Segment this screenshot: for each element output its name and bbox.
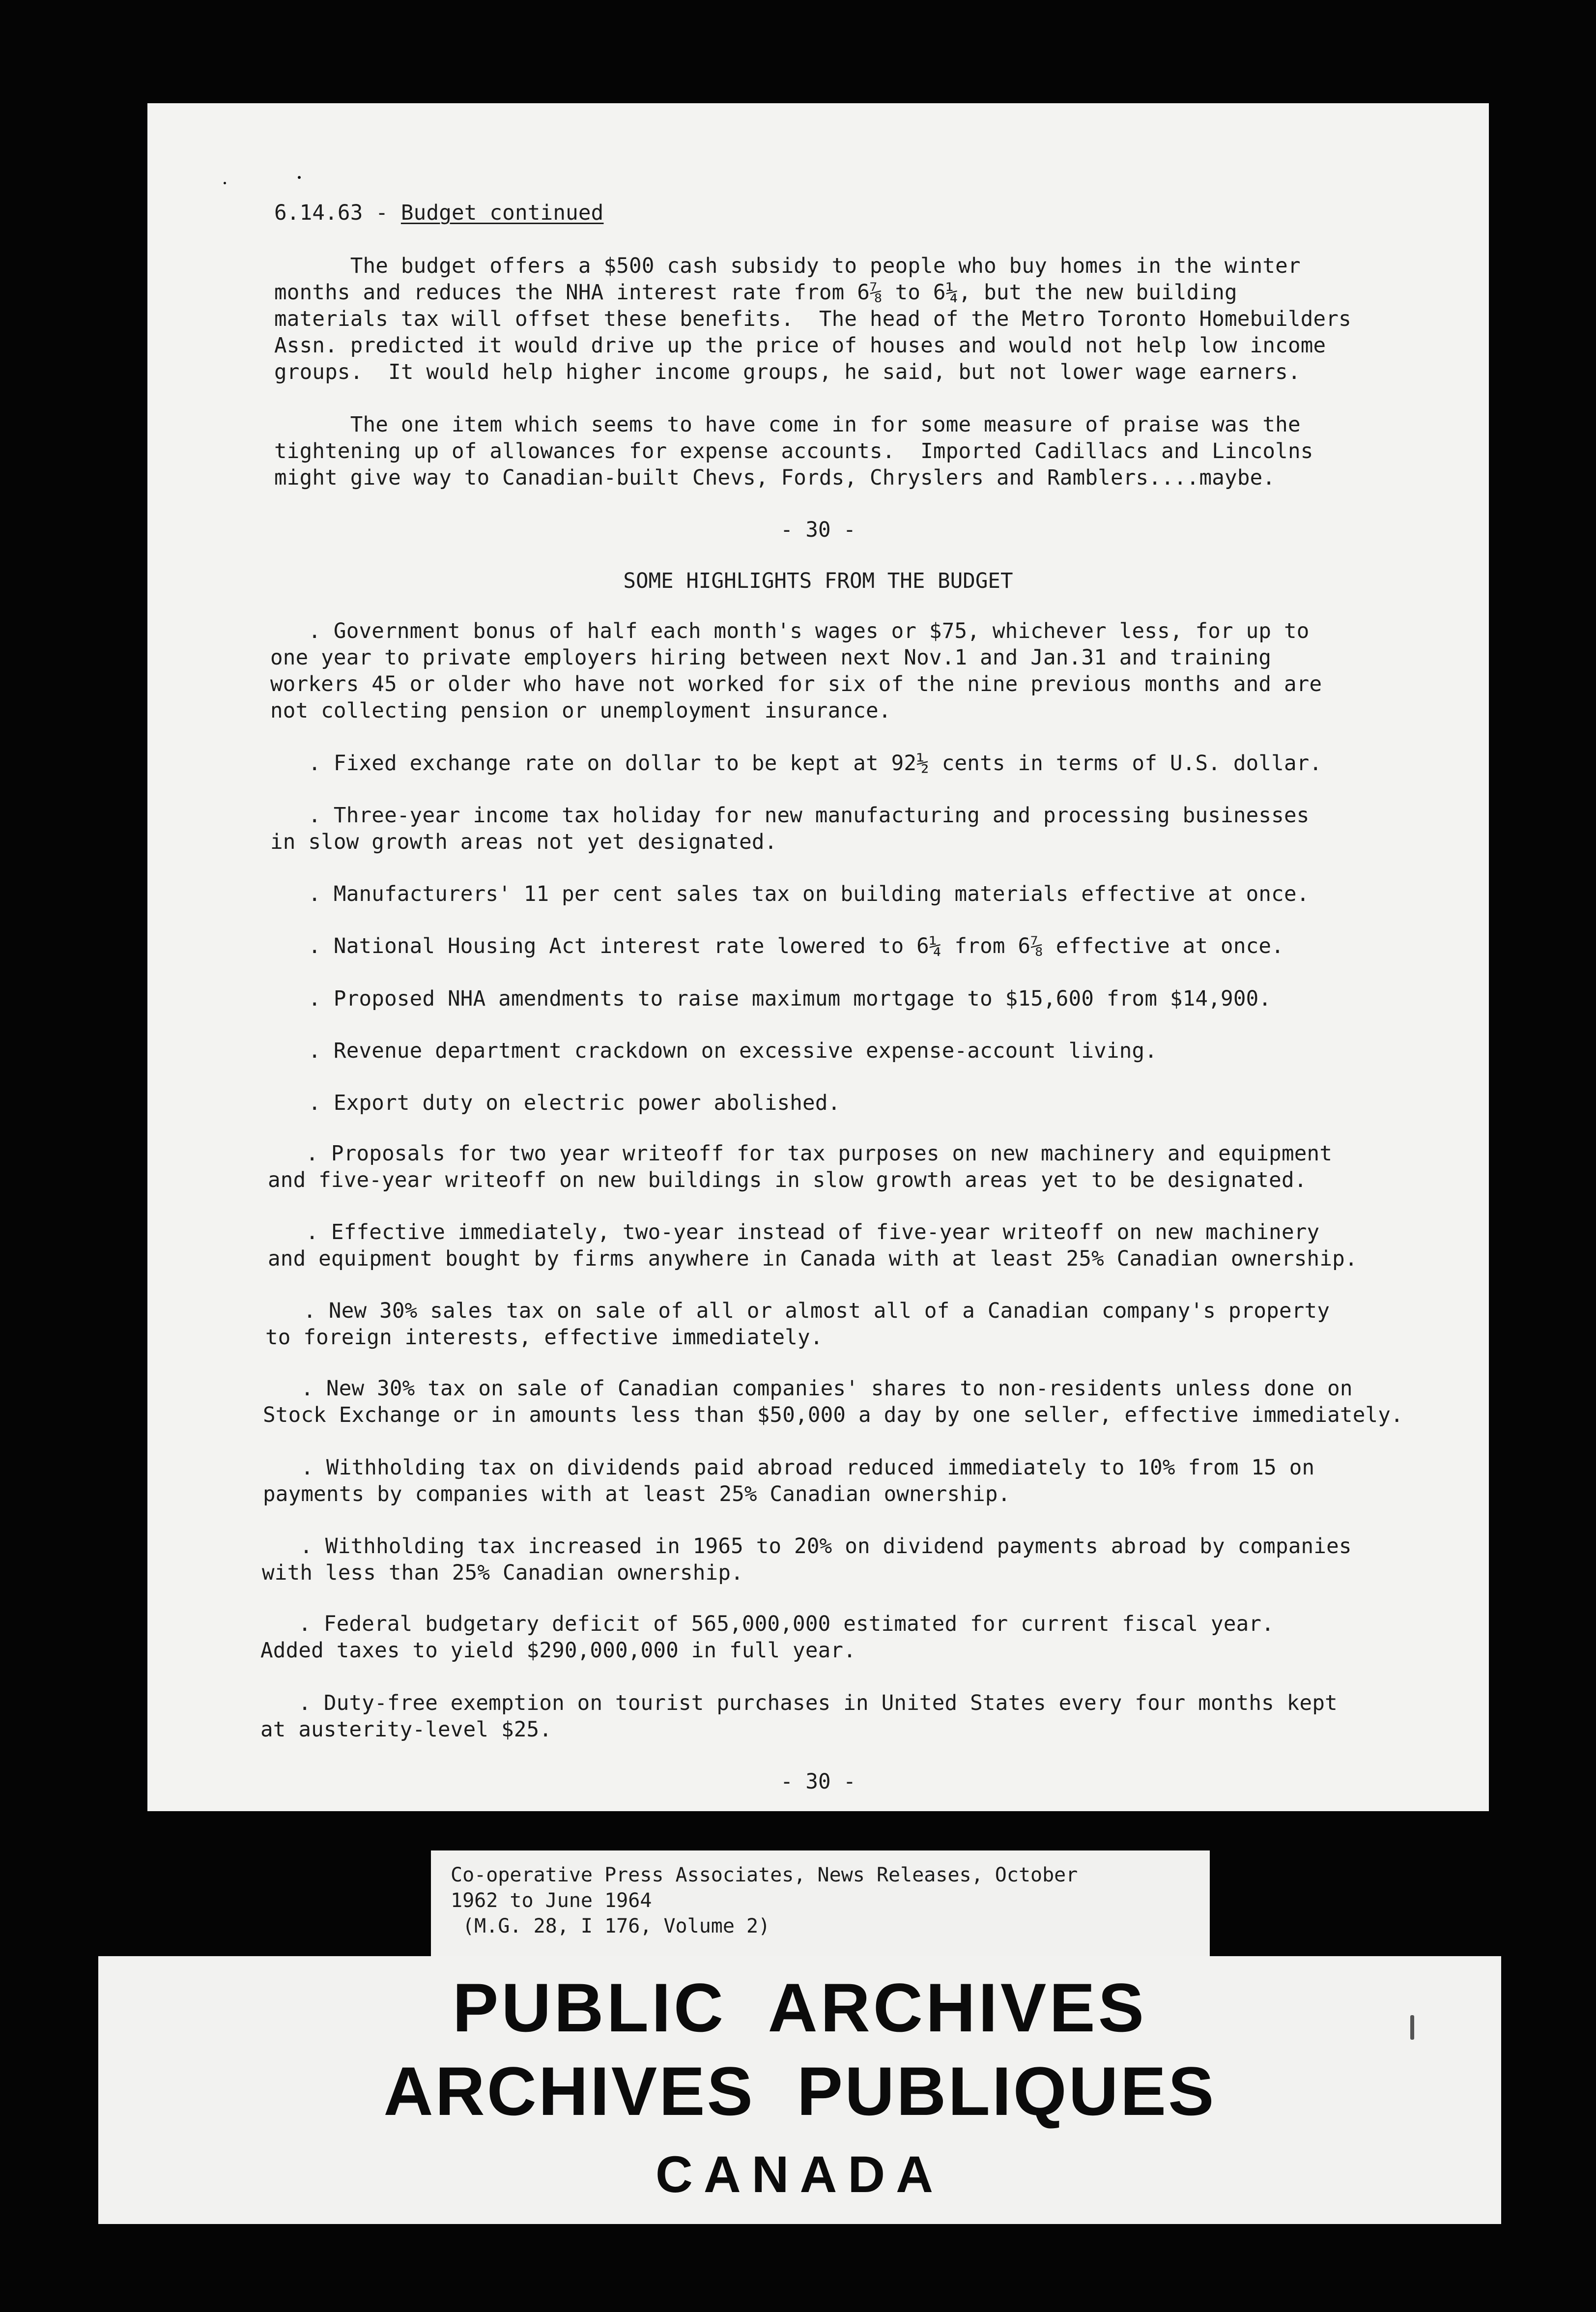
text-line: workers 45 or older who have not worked for six of the nine previous months and are	[270, 672, 1322, 696]
text-line: . Federal budgetary deficit of 565,000,000 estimated for current fiscal year.	[260, 1612, 1274, 1636]
text-line: . Export duty on electric power abolished.	[270, 1091, 841, 1115]
banner-line-country: CANADA	[656, 2146, 944, 2203]
text-line: Assn. predicted it would drive up the price of houses and would not help low income	[274, 334, 1326, 358]
highlight-item	[147, 103, 1489, 1811]
text-line: Added taxes to yield $290,000,000 in full year.	[260, 1639, 856, 1663]
text-line: with less than 25% Canadian ownership.	[262, 1561, 743, 1585]
text-line: materials tax will offset these benefits. The head of the Metro Toronto Homebuilders	[274, 307, 1351, 331]
text-line: to foreign interests, effective immediately.	[265, 1326, 823, 1350]
reference-line: (M.G. 28, I 176, Volume 2)	[451, 1915, 770, 1937]
reference-line: 1962 to June 1964	[451, 1889, 652, 1912]
text-line: and five-year writeoff on new buildings in slow growth areas yet to be designated.	[268, 1168, 1307, 1192]
header-title: Budget continued	[400, 201, 604, 225]
text-line: . Duty-free exemption on tourist purchases in United States every four months kept	[260, 1691, 1338, 1715]
text-line: and equipment bought by firms anywhere in Canada with at least 25% Canadian ownership.	[268, 1247, 1358, 1271]
banner-line-french: ARCHIVES PUBLIQUES	[383, 2052, 1216, 2130]
text-line: . Effective immediately, two-year instead of five-year writeoff on new machinery	[268, 1220, 1320, 1244]
text-line: months and reduces the NHA interest rate from 6⅞ to 6¼, but the new building	[274, 281, 1237, 305]
text-line: not collecting pension or unemployment insurance.	[270, 699, 891, 723]
page-number-top: - 30 -	[780, 518, 856, 542]
text-line: . Proposals for two year writeoff for tax purposes on new machinery and equipment	[268, 1142, 1333, 1166]
text-line: . National Housing Act interest rate lowered to 6¼ from 6⅞ effective at once.	[270, 934, 1284, 958]
text-line: . Revenue department crackdown on excessive expense-account living.	[270, 1039, 1158, 1063]
text-line: The one item which seems to have come in for some measure of praise was the	[274, 413, 1301, 437]
text-line: . Withholding tax on dividends paid abroad reduced immediately to 10% from 15 on	[263, 1456, 1315, 1480]
highlights-heading: SOME HIGHLIGHTS FROM THE BUDGET	[623, 569, 1013, 593]
reference-line: Co-operative Press Associates, News Releases, October	[451, 1864, 1078, 1886]
text-line: Stock Exchange or in amounts less than $50,000 a day by one seller, effective immediately.	[263, 1403, 1403, 1427]
page-number-bottom: - 30 -	[780, 1770, 856, 1794]
text-line: at austerity-level $25.	[260, 1718, 552, 1742]
text-line: payments by companies with at least 25% Canadian ownership.	[263, 1482, 1011, 1506]
archives-banner	[98, 1956, 1501, 2224]
text-line: . Proposed NHA amendments to raise maximum mortgage to $15,600 from $14,900.	[270, 987, 1272, 1011]
text-line: . Manufacturers' 11 per cent sales tax on building materials effective at once.	[270, 882, 1310, 906]
text-line: . Government bonus of half each month's wages or $75, whichever less, for up to	[270, 619, 1310, 643]
text-line: . Three-year income tax holiday for new manufacturing and processing businesses	[270, 804, 1310, 828]
archive-reference-label	[431, 1850, 1210, 1963]
text-line: tightening up of allowances for expense accounts. Imported Cadillacs and Lincolns	[274, 439, 1313, 463]
text-line: . Withholding tax increased in 1965 to 20% on dividend payments abroad by companies	[262, 1534, 1352, 1559]
text-line: one year to private employers hiring between next Nov.1 and Jan.31 and training	[270, 646, 1272, 670]
text-line: . New 30% sales tax on sale of all or almost all of a Canadian company's property	[265, 1299, 1330, 1323]
text-line: might give way to Canadian-built Chevs, Fords, Chryslers and Ramblers....maybe.	[274, 466, 1276, 490]
scan-mark	[1410, 2015, 1414, 2040]
text-line: The budget offers a $500 cash subsidy to people who buy homes in the winter	[274, 254, 1301, 278]
text-line: groups. It would help higher income groups, he said, but not lower wage earners.	[274, 360, 1301, 384]
document-page	[147, 103, 1489, 1811]
banner-line-english: PUBLIC ARCHIVES	[452, 1969, 1147, 2046]
text-line: . Fixed exchange rate on dollar to be kept at 92½ cents in terms of U.S. dollar.	[270, 751, 1322, 776]
text-line: . New 30% tax on sale of Canadian companies' shares to non-residents unless done on	[263, 1377, 1353, 1401]
header-date: 6.14.63 -	[274, 201, 401, 225]
text-line: in slow growth areas not yet designated.	[270, 830, 777, 854]
